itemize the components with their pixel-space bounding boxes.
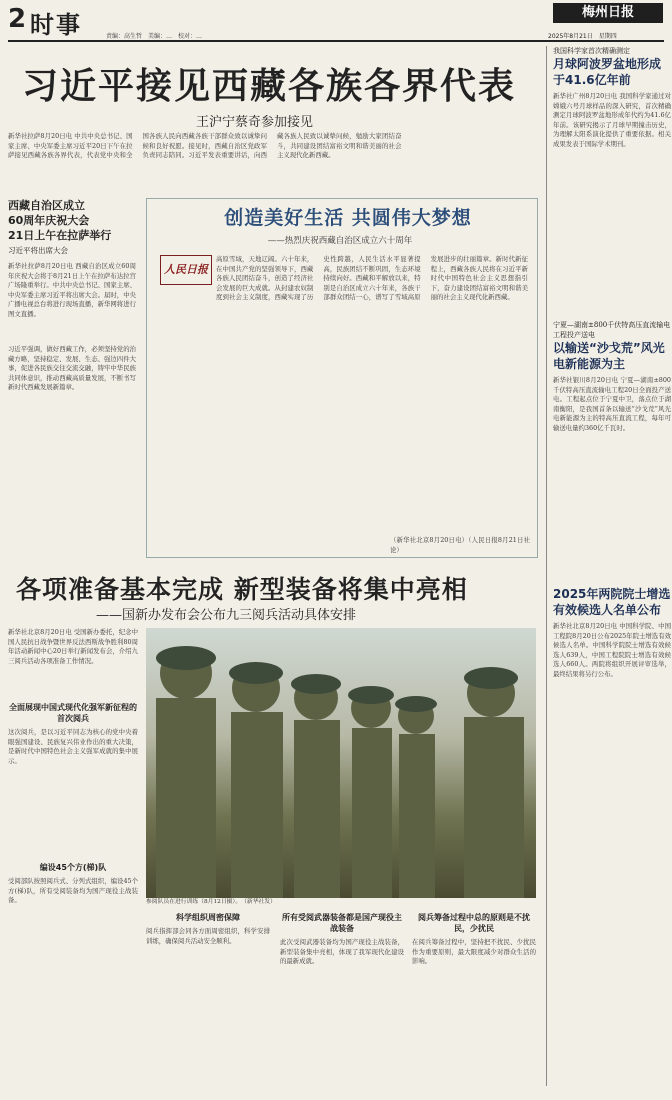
c2-body: 此次受阅武器装备均为国产现役主战装备，新型装备集中亮相，体现了我军现代化建设的最新成就。 xyxy=(280,938,404,966)
s1-body: 新华社广州8月20日电 我国科学家通过对嫦娥六号月球样品的深入研究，首次精确测定月球阿波罗盆地形成年代约为41.6亿年前。该研究揭示了月球早期撞击历史，为理解太阳系演化提供了重要依据。相关成果发表于国际学术期刊。 xyxy=(553,92,671,148)
issue-date: 2025年8月21日 星期四 xyxy=(548,33,617,40)
c3-heading: 阅兵筹备过程中总的原则是不扰民，少扰民 xyxy=(418,913,530,933)
parade-h1: 全面展现中国式现代化强军新征程的首次阅兵 xyxy=(9,703,137,723)
peoples-daily-logo: 人民日报 xyxy=(160,255,212,285)
c2-heading: 所有受阅武器装备都是国产现役主战装备 xyxy=(282,913,402,933)
feature-subheadline: ——热烈庆祝西藏自治区成立六十周年 xyxy=(267,236,413,246)
s2-title: 以输送“沙戈荒”风光电新能源为主 xyxy=(553,341,665,371)
story2-subtitle: 习近平将出席大会 xyxy=(8,246,68,255)
editors-line: 责编：高生哲 美编：… 校对：… xyxy=(106,33,203,40)
story3-body: 习近平强调，做好西藏工作，必须坚持党的治藏方略，坚持稳定、发展、生态、强边四件大事，促进各民族交往交流交融，铸牢中华民族共同体意识，推动西藏高质量发展，不断书写新时代西藏发展新篇章。 xyxy=(8,345,136,392)
parade-body: 新华社北京8月20日电 受国新办委托，纪念中国人民抗日战争暨世界反法西斯战争胜利80周年活动新闻中心20日举行新闻发布会，介绍九三阅兵活动各项准备工作情况。 xyxy=(8,628,138,665)
s2-body: 新华社银川8月20日电 宁夏—湖南±800千伏特高压直流输电工程20日全面投产送电。工程起点位于宁夏中卫，落点位于湖南衡阳，是我国首条以输送“沙戈荒”风光电新能源为主的特高压直流工程，每年可输送电量约360亿千瓦时。 xyxy=(553,376,671,432)
parade-headline: 各项准备基本完成 新型装备将集中亮相 xyxy=(16,575,468,604)
story2-title-1: 西藏自治区成立 xyxy=(8,199,85,212)
photo-caption: 参阅队员在进行训练（8月12日摄）。 （新华社发） xyxy=(146,899,276,905)
page-number: 2 xyxy=(8,4,27,34)
feature-body: 高原雪域，天地辽阔。六十年来，在中国共产党的坚强领导下，西藏各族人民团结奋斗，创造了经济社会发展的巨大成就。从封建农奴制度到社会主义制度，西藏实现了历史性跨越，人民生活水平显著提高，民族团结不断巩固，生态环境持续向好。西藏和平解放以来，特别是自治区成立六十年来，各族干部群众团结一心，谱写了雪域高原发展进步的壮丽篇章。新时代新征程上，西藏各族人民将在习近平新时代中国特色社会主义思想指引下，奋力建设团结富裕文明和谐美丽的社会主义现代化新西藏。 xyxy=(216,255,528,302)
parade-h2: 编设45个方(梯)队 xyxy=(39,863,107,872)
feature-source: （新华社北京8月20日电）（人民日报8月21日社论） xyxy=(390,536,530,554)
soldiers-illustration xyxy=(146,628,536,898)
newspaper-logo: 梅州日报 xyxy=(553,3,663,23)
parade-subheadline: ——国新办发布会公布九三阅兵活动具体安排 xyxy=(96,608,357,623)
parade-body1: 这次阅兵，是以习近平同志为核心的党中央着眼强国建设、民族复兴伟业作出的重大决策，是新时代中国特色社会主义强军成就的集中展示。 xyxy=(8,728,138,765)
parade-left-column xyxy=(8,628,138,1077)
right-column xyxy=(546,46,671,1086)
parade-col-1 xyxy=(146,912,270,1097)
c1-body: 阅兵指挥部会同各方面周密组织，科学安排训练，确保阅兵活动安全顺利。 xyxy=(146,927,270,945)
s1-title: 月球阿波罗盆地形成于41.6亿年前 xyxy=(553,57,662,87)
page-header xyxy=(0,0,672,40)
lead-headline: 习近平接见西藏各族各界代表 xyxy=(22,66,517,107)
c1-heading: 科学组织周密保障 xyxy=(176,913,240,922)
parade-col-2 xyxy=(280,912,404,1098)
story2-title-2: 60周年庆祝大会 xyxy=(8,214,90,227)
parade-col-3 xyxy=(412,912,536,1098)
s3-title: 2025年两院院士增选有效候选人名单公布 xyxy=(553,587,671,617)
lead-body: 新华社拉萨8月20日电 中共中央总书记、国家主席、中央军委主席习近平20日下午在拉萨接见西藏各族各界代表，代表党中央和全国各族人民向西藏各族干部群众致以诚挚问候和良好祝愿。接见时，西藏自治区党政军负责同志陪同。习近平发表重要讲话，向西藏各族人民致以诚挚问候，勉励大家团结奋斗，共同建设团结富裕文明和谐美丽的社会主义现代化新西藏。 xyxy=(8,132,402,160)
parade-body2: 受阅部队按照阅兵式、分列式组织，编设45个方(梯)队，所有受阅装备均为国产现役主战装备。 xyxy=(8,877,138,905)
header-rule xyxy=(8,40,664,42)
story2-title-3: 21日上午在拉萨举行 xyxy=(8,229,112,242)
c3-body: 在阅兵筹备过程中，坚持把不扰民、少扰民作为重要原则，最大限度减少对群众生活的影响。 xyxy=(412,938,536,966)
feature-headline: 创造美好生活 共圆伟大梦想 xyxy=(224,207,472,229)
story2-body: 新华社拉萨8月20日电 西藏自治区成立60周年庆祝大会将于8月21日上午在拉萨布达拉宫广场隆重举行。中共中央总书记、国家主席、中央军委主席习近平将出席大会。届时，中央广播电视总台将进行现场直播，新华网将进行图文直播。 xyxy=(8,262,136,318)
parade-photo xyxy=(146,628,536,898)
s1-kicker: 我国科学家首次精确测定 xyxy=(553,47,630,55)
s2-kicker: 宁夏—湖南±800千伏特高压直流输电工程投产送电 xyxy=(553,321,671,339)
section-title: 时事 xyxy=(30,11,82,39)
s3-body: 新华社北京8月20日电 中国科学院、中国工程院8月20日公布2025年院士增选有效候选人名单。中国科学院院士增选有效候选人639人，中国工程院院士增选有效候选人660人。两院将组织开展评审选举，最终结果将另行公布。 xyxy=(553,622,671,678)
story-anniversary xyxy=(8,198,136,545)
lead-subheadline: 王沪宁蔡奇参加接见 xyxy=(196,115,314,130)
